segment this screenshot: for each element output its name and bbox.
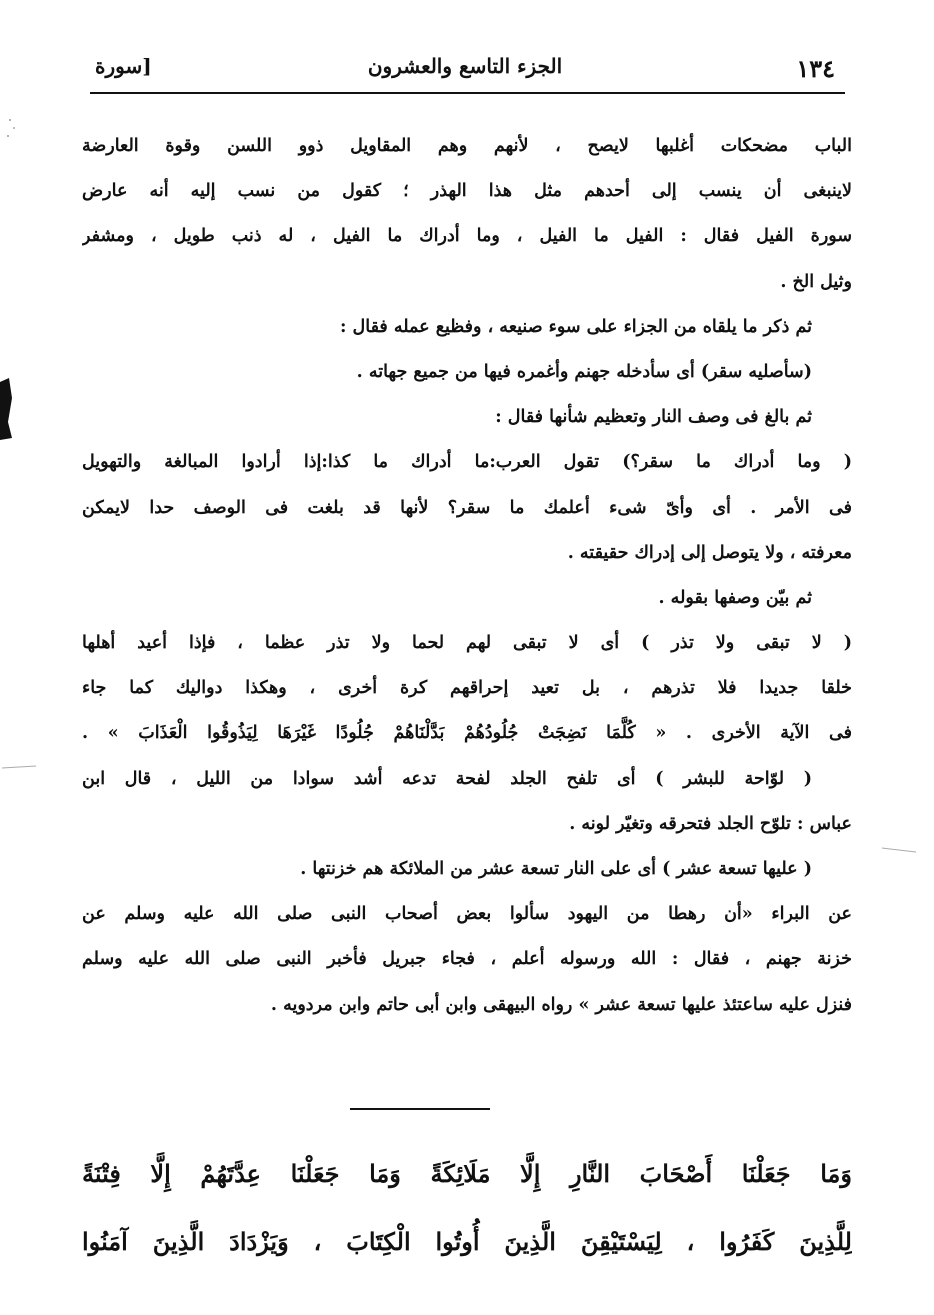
text-line: فنزل عليه ساعتئذ عليها تسعة عشر » رواه البيهقى وابن أبى حاتم وابن مردويه . [270, 994, 852, 1015]
text-line: ثم بيّن وصفها بقوله . [658, 587, 812, 608]
page-number: ١٣٤ [796, 54, 835, 83]
verse-line: لِلَّذِينَ كَفَرُوا ، لِيَسْتَيْقِنَ الَّذِينَ أُوتُوا الْكِتَابَ ، وَيَزْدَادَ الَّذِينَ آمَنُوا [82, 1227, 852, 1256]
verse-line: وَمَا جَعَلْنَا أَصْحَابَ النَّارِ إِلَّا مَلَائِكَةً وَمَا جَعَلْنَا عِدَّتَهُمْ إِلَّا فِتْنَةً [82, 1159, 852, 1188]
text-line: ثم ذكر ما يلقاه من الجزاء على سوء صنيعه ، وفظيع عمله فقال : [339, 316, 812, 337]
text-line: عن البراء «أن رهطا من اليهود سألوا بعض أصحاب النبى صلى الله عليه وسلم عن [82, 904, 852, 925]
text-line: ( وما أدراك ما سقر؟) تقول العرب:ما أدراك ما كذا:إذا أرادوا المبالغة والتهويل [82, 452, 852, 473]
text-line: عباس : تلوّح الجلد فتحرقه وتغيّر لونه . [569, 813, 852, 834]
quran-verse-block [82, 1140, 852, 1276]
header-rule [90, 92, 845, 94]
text-line: ( عليها تسعة عشر ) أى على النار تسعة عشر من الملائكة هم خزنتها . [300, 859, 812, 879]
text-line: سورة الفيل فقال : الفيل ما الفيل ، وما أدراك ما الفيل ، له ذنب طويل ، ومشفر [82, 226, 852, 247]
text-line: (سأصليه سقر) أى سأدخله جهنم وأغمره فيها من جميع جهاته . [356, 361, 812, 382]
text-line: الباب مضحكات أغلبها لايصح ، لأنهم وهم المقاويل ذوو اللسن وقوة العارضة [82, 136, 852, 156]
text-line: ثم بالغ فى وصف النار وتعظيم شأنها فقال : [495, 407, 812, 428]
surah-label: [سورة [95, 54, 152, 78]
text-line: خلقا جديدا فلا تذرهم ، بل تعيد إحراقهم كرة أخرى ، وهكذا دواليك كما جاء [82, 678, 852, 699]
text-line: معرفته ، ولا يتوصل إلى إدراك حقيقته . [567, 542, 852, 563]
text-line: وثيل الخ . [780, 271, 852, 292]
text-line: ( لا تبقى ولا تذر ) أى لا تبقى لهم لحما ولا تذر عظما ، فإذا أعيد أهلها [82, 633, 852, 654]
scan-noise [880, 842, 920, 858]
scan-noise [0, 100, 24, 160]
text-line: فى الأمر . أى وأىّ شىء أعلمك ما سقر؟ لأنها قد بلغت فى الوصف حدا لايمكن [82, 497, 852, 518]
text-line: ( لوّاحة للبشر ) أى تلفح الجلد لفحة تدعه أشد سوادا من الليل ، قال ابن [82, 768, 812, 789]
running-title: الجزء التاسع والعشرون [367, 54, 563, 78]
scan-edge-mark [0, 378, 14, 440]
text-line: فى الآية الأخرى . « كُلَّمَا نَضِجَتْ جُلُودُهُمْ بَدَّلْنَاهُمْ جُلُودًا غَيْرَهَا لِيَذُوقُوا الْعَذَابَ » . [82, 723, 852, 744]
text-line: لاينبغى أن ينسب إلى أحدهم مثل هذا الهذر ؛ كقول من نسب إليه أنه عارض [82, 181, 852, 202]
commentary-text [82, 124, 852, 1028]
text-line: خزنة جهنم ، فقال : الله ورسوله أعلم ، فجاء جبريل فأخبر النبى صلى الله عليه وسلم [82, 949, 852, 970]
scan-noise [0, 760, 40, 776]
section-divider [350, 1108, 490, 1110]
page-header [95, 50, 835, 90]
